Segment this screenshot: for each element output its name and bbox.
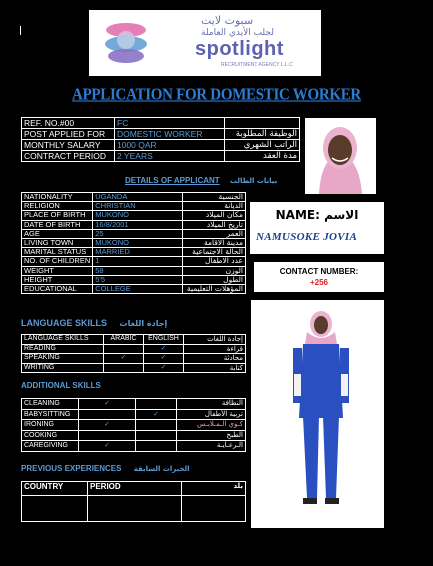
table-row xyxy=(22,211,246,220)
applicant-full-body-photo xyxy=(251,300,384,528)
table-row xyxy=(22,482,246,496)
ref-value: FC xyxy=(115,118,225,129)
prev-cell xyxy=(88,496,182,522)
prev-header-country: COUNTRY xyxy=(22,482,88,496)
skill-arabic: كـوي الـمـلابـس xyxy=(177,420,246,431)
skill-label: BABYSITTING xyxy=(22,409,79,420)
table-row xyxy=(22,496,246,522)
check-icon: ✓ xyxy=(79,399,136,410)
logo-subtitle: RECRUITMENT AGENCY L.L.C xyxy=(221,62,293,68)
language-heading xyxy=(21,318,167,328)
salary-arabic: الراتب الشهري xyxy=(225,140,300,151)
text-cursor xyxy=(20,26,21,35)
contract-arabic: مدة العقد xyxy=(225,151,300,162)
detail-value: MARRIED xyxy=(93,248,183,257)
detail-arabic: عدد الاطفال xyxy=(183,257,246,266)
additional-skills-table xyxy=(21,398,246,452)
logo-emblem-icon xyxy=(103,18,149,66)
table-row xyxy=(22,430,246,441)
check-icon xyxy=(79,409,136,420)
contact-number: +256 xyxy=(309,278,329,287)
post-label: POST APPLIED FOR xyxy=(22,129,115,140)
table-row xyxy=(22,220,246,229)
check-icon: ✓ xyxy=(104,354,144,364)
table-row xyxy=(22,140,300,151)
lang-arabic: كتابة xyxy=(184,363,246,373)
table-row xyxy=(22,354,246,364)
ref-label: REF. NO.#00 xyxy=(22,118,115,129)
check-icon: ✓ xyxy=(136,409,177,420)
table-row xyxy=(22,248,246,257)
detail-label: WEIGHT xyxy=(22,266,93,275)
table-row xyxy=(22,238,246,247)
applicant-details-table xyxy=(21,192,246,294)
detail-arabic: الوزن xyxy=(183,266,246,275)
skill-label: CAREGIVING xyxy=(22,441,79,452)
table-row xyxy=(22,399,246,410)
detail-arabic: المؤهلات التعليمية xyxy=(183,284,246,293)
check-icon: ✓ xyxy=(79,420,136,431)
lang-arabic: محادثة xyxy=(184,354,246,364)
lang-arabic: قراءة xyxy=(184,344,246,354)
name-box xyxy=(250,202,384,254)
check-icon: ✓ xyxy=(144,363,184,373)
table-row xyxy=(22,409,246,420)
prev-cell xyxy=(182,496,246,522)
table-row xyxy=(22,257,246,266)
check-icon xyxy=(136,441,177,452)
lang-header-english: ENGLISH xyxy=(144,335,184,345)
page-title: APPLICATION FOR DOMESTIC WORKER xyxy=(72,86,361,104)
detail-label: NO. OF CHILDREN xyxy=(22,257,93,266)
reference-table xyxy=(21,117,300,162)
check-icon xyxy=(136,420,177,431)
table-row xyxy=(22,229,246,238)
detail-value: 16/8/2001 xyxy=(93,220,183,229)
lang-header-ar: إجادة اللغات xyxy=(184,335,246,345)
detail-label: HEIGHT xyxy=(22,275,93,284)
name-label: NAME: الاسم xyxy=(275,208,359,222)
table-row xyxy=(22,441,246,452)
applicant-name: NAMUSOKE JOVIA xyxy=(256,231,358,243)
check-icon: ✓ xyxy=(144,344,184,354)
table-row xyxy=(22,118,300,129)
salary-value: 1000 QAR xyxy=(115,140,225,151)
contact-box xyxy=(254,262,384,292)
table-row xyxy=(22,420,246,431)
table-row xyxy=(22,335,246,345)
detail-label: RELIGION xyxy=(22,202,93,211)
check-icon xyxy=(136,430,177,441)
table-row xyxy=(22,151,300,162)
skill-arabic: الطبخ xyxy=(177,430,246,441)
detail-value: 1 xyxy=(93,257,183,266)
language-skills-table xyxy=(21,334,246,373)
lang-label: WRITING xyxy=(22,363,104,373)
detail-arabic: الحالة الاجتماعية xyxy=(183,248,246,257)
skill-label: COOKING xyxy=(22,430,79,441)
language-heading-en: LANGUAGE SKILLS xyxy=(21,318,108,328)
lang-header-arabic: ARABIC xyxy=(104,335,144,345)
detail-label: PLACE OF BIRTH xyxy=(22,211,93,220)
lang-header-label: LANGUAGE SKILLS xyxy=(22,335,104,345)
detail-label: LIVING TOWN xyxy=(22,238,93,247)
detail-value: MUKONO xyxy=(93,238,183,247)
check-icon xyxy=(104,344,144,354)
check-icon: ✓ xyxy=(144,354,184,364)
check-icon xyxy=(104,363,144,373)
detail-value: COLLEGE xyxy=(93,284,183,293)
table-row xyxy=(22,129,300,140)
details-heading-en: DETAILS OF APPLICANT xyxy=(125,176,220,185)
contact-label: CONTACT NUMBER: xyxy=(279,267,359,276)
agency-logo xyxy=(89,10,321,76)
detail-arabic: مدينة الاقامة xyxy=(183,238,246,247)
detail-value: 25 xyxy=(93,229,183,238)
detail-arabic: الجنسية xyxy=(183,193,246,202)
detail-value: CHRISTIAN xyxy=(93,202,183,211)
check-icon xyxy=(79,430,136,441)
table-row xyxy=(22,275,246,284)
detail-label: EDUCATIONAL xyxy=(22,284,93,293)
applicant-portrait-photo xyxy=(305,118,376,194)
table-row xyxy=(22,363,246,373)
post-value: DOMESTIC WORKER xyxy=(115,129,225,140)
detail-label: NATIONALITY xyxy=(22,193,93,202)
skill-arabic: النظافة xyxy=(177,399,246,410)
language-heading-ar: إجادة اللغات xyxy=(119,319,168,328)
logo-arabic-name: سبوت لايت xyxy=(201,14,254,27)
prev-cell xyxy=(22,496,88,522)
prev-header-arabic: بلد xyxy=(182,482,246,496)
check-icon xyxy=(136,399,177,410)
check-icon: ✓ xyxy=(79,441,136,452)
detail-value: 5'5 xyxy=(93,275,183,284)
ref-arabic xyxy=(225,118,300,129)
additional-skills-heading: ADDITIONAL SKILLS xyxy=(21,381,101,390)
detail-arabic: مكان الميلاد xyxy=(183,211,246,220)
previous-experience-table xyxy=(21,481,246,522)
contract-label: CONTRACT PERIOD xyxy=(22,151,115,162)
contract-value: 2 YEARS xyxy=(115,151,225,162)
table-row xyxy=(22,193,246,202)
lang-label: SPEAKING xyxy=(22,354,104,364)
salary-label: MONTHLY SALARY xyxy=(22,140,115,151)
detail-label: AGE xyxy=(22,229,93,238)
detail-value: UGANDA xyxy=(93,193,183,202)
detail-label: MARITAL STATUS xyxy=(22,248,93,257)
detail-value: 58 xyxy=(93,266,183,275)
detail-label: DATE OF BIRTH xyxy=(22,220,93,229)
previous-heading-ar: الخبرات السابقة xyxy=(133,465,190,473)
detail-arabic: الديانة xyxy=(183,202,246,211)
skill-arabic: تربية الأطفال xyxy=(177,409,246,420)
table-row xyxy=(22,266,246,275)
previous-heading-en: PREVIOUS EXPERIENCES xyxy=(21,464,122,473)
logo-arabic-tagline: لجلب الأيدي العاملة xyxy=(201,28,274,38)
table-row xyxy=(22,344,246,354)
details-heading-ar: بيانات الطالب xyxy=(229,177,278,185)
logo-brand: spotlight xyxy=(195,38,284,60)
skill-label: CLEANING xyxy=(22,399,79,410)
prev-header-period: PERIOD xyxy=(88,482,182,496)
table-row xyxy=(22,284,246,293)
previous-experience-heading xyxy=(21,464,190,473)
detail-value: MUKONO xyxy=(93,211,183,220)
post-arabic: الوظيفة المطلوبة xyxy=(225,129,300,140)
skill-arabic: الـرعـايـة xyxy=(177,441,246,452)
table-row xyxy=(22,202,246,211)
details-heading xyxy=(125,176,277,185)
skill-label: IRONING xyxy=(22,420,79,431)
detail-arabic: الطول xyxy=(183,275,246,284)
lang-label: READING xyxy=(22,344,104,354)
detail-arabic: تاريخ الميلاد xyxy=(183,220,246,229)
detail-arabic: العمر xyxy=(183,229,246,238)
